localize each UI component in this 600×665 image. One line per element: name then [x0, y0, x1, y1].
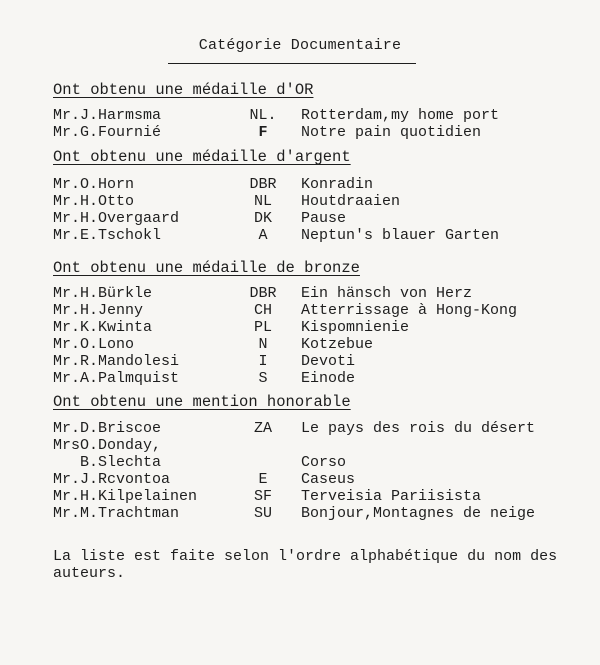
- table-row: [53, 505, 593, 522]
- table-row: [53, 302, 593, 319]
- entrant-title: Mr.: [53, 176, 81, 193]
- section-heading-bronze: Ont obtenu une médaille de bronze: [53, 259, 360, 277]
- entrant-name: K.Kwinta: [80, 319, 153, 336]
- film-title: Neptun's blauer Garten: [301, 227, 500, 244]
- section-heading-gold: Ont obtenu une médaille d'OR: [53, 81, 314, 99]
- entrant-name: G.Fournié: [80, 124, 162, 141]
- section-list-silver: [53, 176, 593, 244]
- film-title: Devoti: [301, 353, 356, 370]
- entrant-title: Mr.: [53, 285, 81, 302]
- film-title: Kotzebue: [301, 336, 374, 353]
- country-code: I: [258, 353, 268, 370]
- country-code: F: [258, 124, 268, 141]
- table-row: [53, 437, 593, 454]
- page-title: Catégorie Documentaire: [198, 37, 402, 54]
- country-code: NL: [253, 193, 272, 210]
- table-row: [53, 471, 593, 488]
- table-row: [53, 107, 593, 124]
- film-title: Corso: [301, 454, 347, 471]
- entrant-title: Mr.: [53, 471, 81, 488]
- table-row: [53, 285, 593, 302]
- country-code: DBR: [249, 176, 277, 193]
- table-row: [53, 210, 593, 227]
- entrant-title: Mr.: [53, 420, 81, 437]
- country-code: N: [258, 336, 268, 353]
- film-title: Konradin: [301, 176, 374, 193]
- entrant-name: J.Harmsma: [80, 107, 162, 124]
- country-code: DBR: [249, 285, 277, 302]
- entrant-name: M.Trachtman: [80, 505, 180, 522]
- entrant-title: Mr.: [53, 505, 81, 522]
- section-heading-honorable-mention: Ont obtenu une mention honorable: [53, 393, 351, 411]
- table-row: [53, 353, 593, 370]
- section-heading-silver: Ont obtenu une médaille d'argent: [53, 148, 351, 166]
- entrant-name: H.Otto: [80, 193, 135, 210]
- section-list-bronze: [53, 285, 593, 387]
- film-title: Ein hänsch von Herz: [301, 285, 473, 302]
- entrant-title: Mr.: [53, 353, 81, 370]
- table-row: [53, 176, 593, 193]
- table-row: [53, 370, 593, 387]
- country-code: ZA: [253, 420, 272, 437]
- film-title: Bonjour,Montagnes de neige: [301, 505, 536, 522]
- entrant-name: E.Tschokl: [80, 227, 162, 244]
- film-title: Caseus: [301, 471, 356, 488]
- film-title: Pause: [301, 210, 347, 227]
- country-code: DK: [253, 210, 272, 227]
- entrant-name: H.Jenny: [80, 302, 144, 319]
- entrant-name: H.Bürkle: [80, 285, 153, 302]
- country-code: SF: [253, 488, 272, 505]
- country-code: PL: [253, 319, 272, 336]
- film-title: Le pays des rois du désert: [301, 420, 536, 437]
- table-row: [53, 193, 593, 210]
- entrant-name: R.Mandolesi: [80, 353, 180, 370]
- film-title: Terveisia Pariisista: [301, 488, 482, 505]
- entrant-title: Mr.: [53, 210, 81, 227]
- entrant-name: J.Rcvontoa: [80, 471, 171, 488]
- film-title: Atterrissage à Hong-Kong: [301, 302, 518, 319]
- film-title: Einode: [301, 370, 356, 387]
- entrant-name: D.Briscoe: [80, 420, 162, 437]
- entrant-title: Mr.: [53, 319, 81, 336]
- section-list-honorable-mention: [53, 420, 593, 522]
- country-code: E: [258, 471, 268, 488]
- country-code: SU: [253, 505, 272, 522]
- table-row: [53, 454, 593, 471]
- entrant-name: H.Overgaard: [80, 210, 180, 227]
- entrant-name: H.Kilpelainen: [80, 488, 198, 505]
- film-title: Notre pain quotidien: [301, 124, 482, 141]
- table-row: [53, 124, 593, 141]
- entrant-title: Mr.: [53, 107, 81, 124]
- table-row: [53, 420, 593, 437]
- country-code: NL.: [249, 107, 277, 124]
- entrant-title: Mr.: [53, 124, 81, 141]
- entrant-title: Mr.: [53, 193, 81, 210]
- entrant-title: Mr.: [53, 370, 81, 387]
- film-title: Kispomnienie: [301, 319, 410, 336]
- table-row: [53, 227, 593, 244]
- film-title: Rotterdam,my home port: [301, 107, 500, 124]
- country-code: S: [258, 370, 268, 387]
- title-underline: [168, 63, 416, 64]
- entrant-title: Mrs: [53, 437, 81, 454]
- entrant-name: O.Lono: [80, 336, 135, 353]
- country-code: CH: [253, 302, 272, 319]
- section-list-gold: [53, 107, 593, 141]
- entrant-title: Mr.: [53, 488, 81, 505]
- entrant-title: Mr.: [53, 302, 81, 319]
- table-row: [53, 488, 593, 505]
- country-code: A: [258, 227, 268, 244]
- entrant-title: Mr.: [53, 336, 81, 353]
- film-title: Houtdraaien: [301, 193, 401, 210]
- entrant-name: A.Palmquist: [80, 370, 180, 387]
- entrant-name: O.Horn: [80, 176, 135, 193]
- entrant-name: B.Slechta: [80, 454, 162, 471]
- entrant-title: Mr.: [53, 227, 81, 244]
- entrant-name: O.Donday,: [80, 437, 162, 454]
- table-row: [53, 319, 593, 336]
- table-row: [53, 336, 593, 353]
- footnote: La liste est faite selon l'ordre alphabétique du nom des auteurs.: [53, 548, 558, 582]
